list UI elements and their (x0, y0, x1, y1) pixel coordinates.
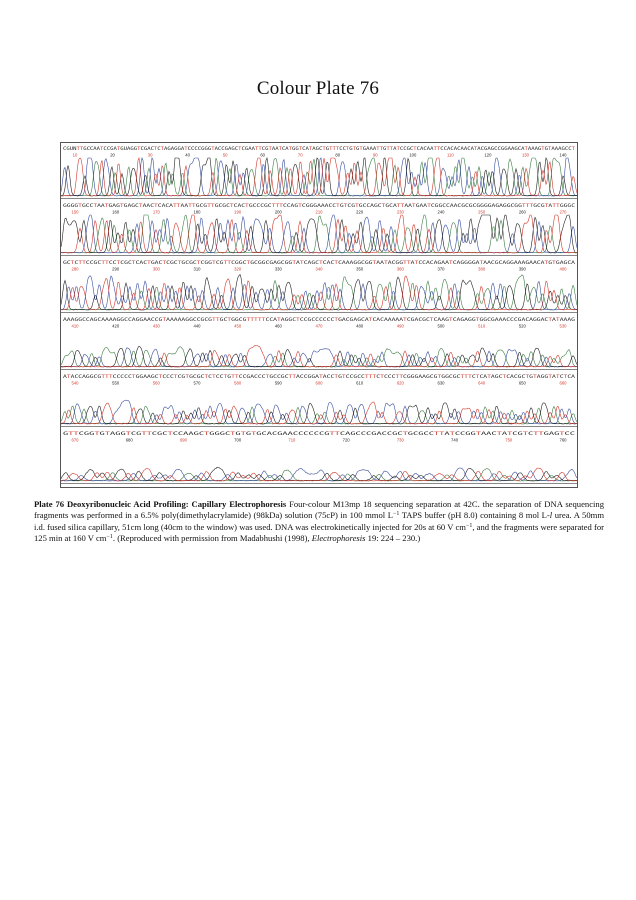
base-position-tick: 140 (559, 152, 567, 158)
base-position-tick: 610 (356, 380, 364, 386)
base-position-tick: 570 (193, 380, 201, 386)
base-position-tick: 500 (437, 323, 445, 329)
base-position-tick: 550 (112, 380, 120, 386)
base-position-tick: 230 (396, 209, 404, 215)
base-position-tick: 660 (559, 380, 567, 386)
base-position-tick: 180 (193, 209, 201, 215)
base-position-tick: 750 (505, 437, 513, 443)
trace-plot (61, 144, 577, 198)
base-position-tick: 730 (396, 437, 404, 443)
base-call-sequence: GCTCTTCCGCTTCCTCGCTCACTGACTCGCTGCGCTCGGTCGTTCGGCTGCGGCGAGCGGTATCAGCTCACTCAAAGGCGGTAATACGGTTATCCACAGAATCAGGGGATAACGCAGGAAAGAACATGTGAGCA (63, 261, 574, 266)
trace-plot (61, 315, 577, 369)
base-position-tick: 50 (222, 152, 228, 158)
caption-text-5: . (Reproduced with permission from Madabhushi (1998), (112, 533, 312, 544)
base-position-tick: 390 (518, 266, 526, 272)
trace-line-T (61, 345, 577, 367)
base-position-tick: 340 (315, 266, 323, 272)
base-position-tick: 110 (447, 152, 454, 158)
trace-plot (61, 372, 577, 426)
base-call-sequence: ATACCAGGCGTTTCCCCCTGGAAGCTCCCTCGTGCGCTCTCCTGTTCCGACCCTGCCGCTTACCGGATACCTGTCCGCCTTTCTCCCTTCGGGAAGCGTGGCGCTTTCTCATAGCTCACGCTGTAGGTATCTCA (63, 375, 574, 380)
base-position-tick: 760 (559, 437, 567, 443)
base-position-tick: 400 (559, 266, 567, 272)
base-position-tick: 30 (147, 152, 153, 158)
base-position-tick: 620 (396, 380, 404, 386)
base-position-tick: 740 (451, 437, 459, 443)
base-position-tick: 220 (356, 209, 364, 215)
base-position-tick: 240 (437, 209, 445, 215)
caption-text-3: urea. A 50mm i.d. fused silica capillary, 51cm long (40cm to the window) was used. DNA was electrokinetically injected for 20s at 60 V cm (34, 510, 604, 532)
electropherogram-figure (60, 142, 578, 488)
caption-text-2: TAPS buffer (pH 8.0) containing 8 mol L- (399, 510, 550, 521)
base-position-tick: 600 (315, 380, 323, 386)
base-position-tick: 510 (478, 323, 486, 329)
base-position-tick: 70 (297, 152, 303, 158)
base-position-tick: 700 (234, 437, 242, 443)
base-position-tick: 650 (518, 380, 526, 386)
trace-line-A (61, 347, 577, 367)
base-position-tick: 670 (71, 437, 79, 443)
trace-plot (61, 201, 577, 255)
base-position-tick: 680 (125, 437, 133, 443)
base-position-tick: 380 (478, 266, 486, 272)
trace-line-G (61, 158, 577, 196)
caption-sup-1: −1 (392, 511, 400, 518)
base-position-tick: 440 (193, 323, 201, 329)
base-position-tick: 330 (274, 266, 282, 272)
base-position-tick: 60 (260, 152, 266, 158)
caption-sup-3: −1 (106, 534, 113, 541)
base-position-tick: 80 (335, 152, 341, 158)
base-position-tick: 120 (484, 152, 492, 158)
sequence-panel (61, 372, 577, 427)
base-call-sequence: AAAGGCCAGCAAAAGGCCAGGAACCGTAAAAAGGCCGCGTTGCTGGCGTTTTTCCATAGGCTCCGCCCCCCTGACGAGCATCACAAAAATCGACGCTCAAGTCAGAGGTGGCGAAACCCGACAGGACTATAAAG (63, 318, 574, 323)
base-position-tick: 10 (72, 152, 78, 158)
base-position-tick: 640 (478, 380, 486, 386)
base-position-tick: 580 (234, 380, 242, 386)
sequence-panel (61, 258, 577, 313)
sequence-panel (61, 315, 577, 370)
trace-plot (61, 429, 577, 483)
sequence-panel (61, 144, 577, 199)
trace-line-G (61, 275, 577, 311)
caption-text-1: Four-colour M13mp 18 sequencing separation at 42C. the separation of DNA sequencing fragments was performed in a 6.5% poly(dimethylacrylamide) (98kDa) solution (75cP) in 100 mmol L (34, 499, 604, 521)
base-position-tick: 370 (437, 266, 445, 272)
trace-line-C (61, 400, 577, 424)
base-position-tick: 470 (315, 323, 323, 329)
caption-italic-unit: l (549, 510, 553, 521)
base-position-tick: 190 (234, 209, 242, 215)
base-position-tick: 720 (342, 437, 350, 443)
base-call-sequence: GGGGTGCCTAATGAGTGAGCTAACTCACATTAATTGCGTTGCGCTCACTGCCCGCTTTCCAGTCGGGAAACCTGTCGTGCCAGCTGCATTAATGAATCGGCCAACGCGCGGGGAGAGGCGGTTTGCGTATTGGGC (63, 204, 574, 209)
base-position-tick: 170 (152, 209, 160, 215)
base-position-tick: 450 (234, 323, 242, 329)
base-position-tick: 90 (372, 152, 378, 158)
base-position-tick: 200 (274, 209, 282, 215)
base-position-tick: 420 (112, 323, 120, 329)
sequence-panel (61, 201, 577, 256)
base-position-tick: 260 (518, 209, 526, 215)
sequence-panel (61, 429, 577, 484)
trace-line-A (61, 406, 577, 424)
base-position-tick: 690 (179, 437, 187, 443)
base-position-tick: 290 (112, 266, 120, 272)
base-position-tick: 320 (234, 266, 242, 272)
caption-text-4: , and the fragments were separated for 125 min at 160 V cm (34, 521, 604, 544)
base-position-tick: 530 (559, 323, 567, 329)
base-position-tick: 360 (396, 266, 404, 272)
base-position-tick: 160 (112, 209, 120, 215)
base-call-sequence: G T T C G G T G T A G G T C G T T C G C T C C A A G C T G G G C T G T G T G C A C G A A C C C C C C G T T C A G C C C G A C C G C T G C G C C T T A T C C G G T A A C T A T C G T C T T G A G T C C (63, 432, 573, 437)
base-position-tick: 630 (437, 380, 445, 386)
trace-line-G (61, 346, 577, 367)
base-position-tick: 300 (152, 266, 160, 272)
caption-journal: Electrophoresis (311, 533, 366, 544)
base-position-tick: 350 (356, 266, 364, 272)
base-position-tick: 20 (110, 152, 115, 158)
figure-caption (34, 499, 604, 545)
base-position-tick: 410 (71, 323, 79, 329)
base-position-tick: 520 (518, 323, 526, 329)
base-position-tick: 280 (71, 266, 79, 272)
base-position-tick: 130 (521, 152, 529, 158)
base-position-tick: 150 (71, 209, 79, 215)
caption-text-6: 19: 224 – 230.) (365, 533, 421, 544)
trace-plot (61, 258, 577, 312)
caption-sup-2: −1 (465, 522, 473, 529)
base-position-tick: 270 (559, 209, 567, 215)
base-position-tick: 250 (478, 209, 486, 215)
base-position-tick: 210 (315, 209, 323, 215)
base-position-tick: 310 (193, 266, 201, 272)
base-position-tick: 490 (396, 323, 404, 329)
base-position-tick: 40 (185, 152, 190, 158)
base-position-tick: 560 (152, 380, 160, 386)
caption-label: Plate 76 Deoxyribonucleic Acid Profiling: Capillary Electrophoresis (34, 499, 287, 509)
base-position-tick: 540 (71, 380, 79, 386)
base-position-tick: 710 (288, 437, 296, 443)
base-position-tick: 460 (274, 323, 282, 329)
base-position-tick: 100 (409, 152, 417, 158)
base-position-tick: 430 (152, 323, 160, 329)
base-call-sequence: CGUNTTGCCAATCCGATGUAGGTCGACTCTAGAGGATCCCCGGGTACCGAGCTCGAATTCGTAATCATGGTCATAGCTGTTTCCTGTGTGAAATTGTTATCCGCTCACAATTCCACACAACATACGAGCCGGAAGCATAAAGTGTAAAGCCT (63, 147, 575, 152)
page-title: Colour Plate 76 (256, 78, 380, 99)
base-position-tick: 480 (356, 323, 364, 329)
trace-line-C (61, 348, 577, 367)
base-position-tick: 590 (274, 380, 282, 386)
